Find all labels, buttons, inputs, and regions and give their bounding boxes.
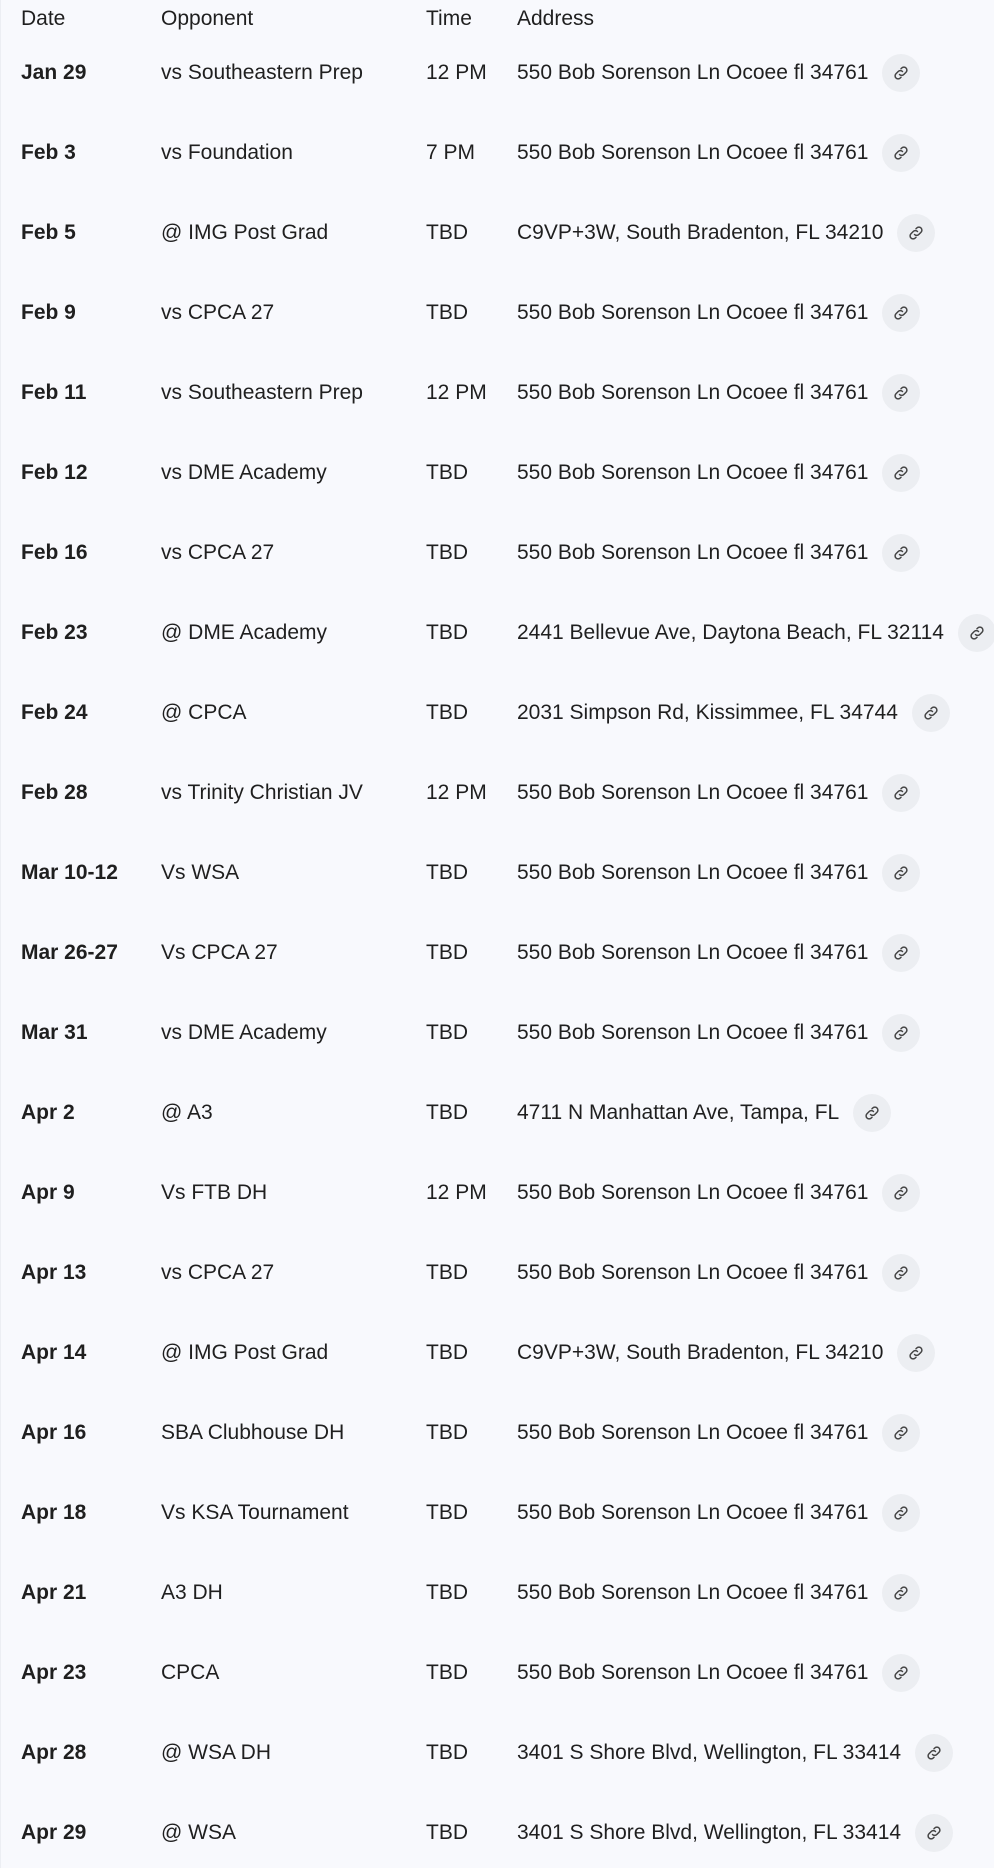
game-opponent: vs CPCA 27 — [161, 1261, 275, 1284]
game-date: Mar 26-27 — [21, 941, 118, 964]
game-opponent: Vs FTB DH — [161, 1181, 268, 1204]
game-address-cell — [517, 1334, 935, 1372]
link-icon — [863, 1104, 881, 1122]
game-address-cell — [517, 294, 920, 332]
game-date: Apr 9 — [21, 1181, 75, 1204]
game-date: Apr 21 — [21, 1581, 87, 1604]
game-time: TBD — [426, 1581, 468, 1604]
header-time: Time — [426, 7, 472, 30]
game-address-cell — [517, 694, 950, 732]
game-date: Mar 10-12 — [21, 861, 118, 884]
game-time: TBD — [426, 1261, 468, 1284]
game-opponent: @ A3 — [161, 1101, 213, 1124]
game-address: 550 Bob Sorenson Ln Ocoee fl 34761 — [517, 941, 869, 964]
game-time: TBD — [426, 1101, 468, 1124]
game-time: TBD — [426, 541, 468, 564]
link-icon — [892, 384, 910, 402]
map-link-button[interactable] — [882, 1254, 920, 1292]
link-icon — [892, 464, 910, 482]
game-address-cell — [517, 854, 920, 892]
game-opponent: @ IMG Post Grad — [161, 221, 329, 244]
link-icon — [907, 1344, 925, 1362]
game-date: Feb 3 — [21, 141, 76, 164]
game-address: 550 Bob Sorenson Ln Ocoee fl 34761 — [517, 781, 869, 804]
map-link-button[interactable] — [882, 294, 920, 332]
game-address-cell — [517, 1174, 920, 1212]
game-time: 12 PM — [426, 61, 487, 84]
game-time: 7 PM — [426, 141, 476, 164]
game-address: 550 Bob Sorenson Ln Ocoee fl 34761 — [517, 1021, 869, 1044]
game-address: 550 Bob Sorenson Ln Ocoee fl 34761 — [517, 1501, 869, 1524]
game-address: 550 Bob Sorenson Ln Ocoee fl 34761 — [517, 61, 869, 84]
map-link-button[interactable] — [912, 694, 950, 732]
map-link-button[interactable] — [915, 1734, 953, 1772]
game-address-cell — [517, 1814, 953, 1852]
link-icon — [892, 1184, 910, 1202]
game-address-cell — [517, 614, 994, 652]
game-time: TBD — [426, 1821, 468, 1844]
game-opponent: Vs KSA Tournament — [161, 1501, 349, 1524]
game-time: TBD — [426, 621, 468, 644]
link-icon — [925, 1824, 943, 1842]
game-time: TBD — [426, 1501, 468, 1524]
game-date: Feb 24 — [21, 701, 88, 724]
game-date: Feb 28 — [21, 781, 88, 804]
game-address-cell — [517, 534, 920, 572]
map-link-button[interactable] — [882, 1414, 920, 1452]
link-icon — [892, 944, 910, 962]
game-date: Mar 31 — [21, 1021, 88, 1044]
game-date: Apr 28 — [21, 1741, 87, 1764]
link-icon — [892, 1024, 910, 1042]
map-link-button[interactable] — [882, 1014, 920, 1052]
game-opponent: @ WSA DH — [161, 1741, 271, 1764]
game-time: TBD — [426, 1421, 468, 1444]
game-address-cell — [517, 1414, 920, 1452]
game-opponent: vs CPCA 27 — [161, 541, 275, 564]
link-icon — [892, 1584, 910, 1602]
header-date: Date — [21, 7, 66, 30]
map-link-button[interactable] — [882, 934, 920, 972]
game-opponent: vs DME Academy — [161, 461, 327, 484]
game-address: 550 Bob Sorenson Ln Ocoee fl 34761 — [517, 141, 869, 164]
game-date: Apr 16 — [21, 1421, 87, 1444]
game-opponent: @ DME Academy — [161, 621, 328, 644]
game-time: TBD — [426, 301, 468, 324]
game-address: 550 Bob Sorenson Ln Ocoee fl 34761 — [517, 861, 869, 884]
game-time: 12 PM — [426, 1181, 487, 1204]
game-address: 3401 S Shore Blvd, Wellington, FL 33414 — [517, 1821, 902, 1844]
game-address-cell — [517, 1654, 920, 1692]
map-link-button[interactable] — [882, 54, 920, 92]
game-address: 550 Bob Sorenson Ln Ocoee fl 34761 — [517, 1661, 869, 1684]
game-date: Feb 12 — [21, 461, 88, 484]
map-link-button[interactable] — [853, 1094, 891, 1132]
game-opponent: @ CPCA — [161, 701, 247, 724]
game-time: TBD — [426, 861, 468, 884]
game-address-cell — [517, 934, 920, 972]
game-address-cell — [517, 1094, 891, 1132]
link-icon — [892, 784, 910, 802]
game-date: Apr 23 — [21, 1661, 87, 1684]
game-time: TBD — [426, 461, 468, 484]
game-address-cell — [517, 1494, 920, 1532]
map-link-button[interactable] — [958, 614, 994, 652]
game-date: Feb 16 — [21, 541, 88, 564]
game-opponent: vs CPCA 27 — [161, 301, 275, 324]
game-address: 550 Bob Sorenson Ln Ocoee fl 34761 — [517, 381, 869, 404]
game-address-cell — [517, 374, 920, 412]
game-time: TBD — [426, 941, 468, 964]
game-date: Apr 14 — [21, 1341, 87, 1364]
game-opponent: CPCA — [161, 1661, 220, 1684]
game-opponent: vs Southeastern Prep — [161, 61, 363, 84]
game-address: 550 Bob Sorenson Ln Ocoee fl 34761 — [517, 1261, 869, 1284]
game-date: Apr 2 — [21, 1101, 75, 1124]
game-address-cell — [517, 134, 920, 172]
game-address: C9VP+3W, South Bradenton, FL 34210 — [517, 1341, 884, 1364]
game-opponent: @ IMG Post Grad — [161, 1341, 329, 1364]
game-address: 2031 Simpson Rd, Kissimmee, FL 34744 — [517, 701, 898, 724]
game-address: 3401 S Shore Blvd, Wellington, FL 33414 — [517, 1741, 902, 1764]
link-icon — [892, 64, 910, 82]
game-address: 550 Bob Sorenson Ln Ocoee fl 34761 — [517, 1181, 869, 1204]
game-time: TBD — [426, 1341, 468, 1364]
game-address-cell — [517, 54, 920, 92]
header-opponent: Opponent — [161, 7, 254, 30]
game-opponent: Vs CPCA 27 — [161, 941, 278, 964]
link-icon — [892, 144, 910, 162]
game-time: TBD — [426, 701, 468, 724]
map-link-button[interactable] — [882, 134, 920, 172]
game-date: Apr 29 — [21, 1821, 87, 1844]
map-link-button[interactable] — [882, 1654, 920, 1692]
game-opponent: vs DME Academy — [161, 1021, 327, 1044]
link-icon — [892, 1504, 910, 1522]
game-address-cell — [517, 1254, 920, 1292]
link-icon — [922, 704, 940, 722]
game-date: Feb 23 — [21, 621, 88, 644]
map-link-button[interactable] — [882, 1574, 920, 1612]
map-link-button[interactable] — [882, 854, 920, 892]
game-time: TBD — [426, 1741, 468, 1764]
game-date: Feb 5 — [21, 221, 76, 244]
link-icon — [925, 1744, 943, 1762]
link-icon — [892, 544, 910, 562]
game-opponent: vs Foundation — [161, 141, 293, 164]
link-icon — [892, 1664, 910, 1682]
map-link-button[interactable] — [897, 214, 935, 252]
link-icon — [907, 224, 925, 242]
game-time: TBD — [426, 1661, 468, 1684]
game-address-cell — [517, 774, 920, 812]
link-icon — [892, 304, 910, 322]
game-address-cell — [517, 1014, 920, 1052]
map-link-button[interactable] — [882, 454, 920, 492]
game-time: TBD — [426, 1021, 468, 1044]
game-address: 550 Bob Sorenson Ln Ocoee fl 34761 — [517, 301, 869, 324]
link-icon — [968, 624, 986, 642]
map-link-button[interactable] — [897, 1334, 935, 1372]
game-address: 550 Bob Sorenson Ln Ocoee fl 34761 — [517, 541, 869, 564]
game-opponent: Vs WSA — [161, 861, 240, 884]
game-address: 550 Bob Sorenson Ln Ocoee fl 34761 — [517, 1581, 869, 1604]
game-address-cell — [517, 1734, 953, 1772]
game-date: Apr 18 — [21, 1501, 87, 1524]
game-opponent: SBA Clubhouse DH — [161, 1421, 345, 1444]
map-link-button[interactable] — [882, 774, 920, 812]
game-address: C9VP+3W, South Bradenton, FL 34210 — [517, 221, 884, 244]
game-date: Apr 13 — [21, 1261, 87, 1284]
map-link-button[interactable] — [882, 374, 920, 412]
game-opponent: A3 DH — [161, 1581, 223, 1604]
game-address: 550 Bob Sorenson Ln Ocoee fl 34761 — [517, 1421, 869, 1444]
game-date: Jan 29 — [21, 61, 87, 84]
game-opponent: vs Southeastern Prep — [161, 381, 363, 404]
game-address: 4711 N Manhattan Ave, Tampa, FL — [517, 1101, 840, 1124]
map-link-button[interactable] — [882, 534, 920, 572]
header-address: Address — [517, 7, 595, 30]
map-link-button[interactable] — [915, 1814, 953, 1852]
link-icon — [892, 864, 910, 882]
game-opponent: @ WSA — [161, 1821, 236, 1844]
game-date: Feb 11 — [21, 381, 87, 404]
game-time: TBD — [426, 221, 468, 244]
game-time: 12 PM — [426, 381, 487, 404]
game-address-cell — [517, 454, 920, 492]
map-link-button[interactable] — [882, 1494, 920, 1532]
game-address-cell — [517, 214, 935, 252]
link-icon — [892, 1264, 910, 1282]
link-icon — [892, 1424, 910, 1442]
map-link-button[interactable] — [882, 1174, 920, 1212]
game-opponent: vs Trinity Christian JV — [161, 781, 363, 804]
game-date: Feb 9 — [21, 301, 76, 324]
game-address-cell — [517, 1574, 920, 1612]
game-address: 2441 Bellevue Ave, Daytona Beach, FL 32114 — [517, 621, 944, 644]
game-time: 12 PM — [426, 781, 487, 804]
game-address: 550 Bob Sorenson Ln Ocoee fl 34761 — [517, 461, 869, 484]
